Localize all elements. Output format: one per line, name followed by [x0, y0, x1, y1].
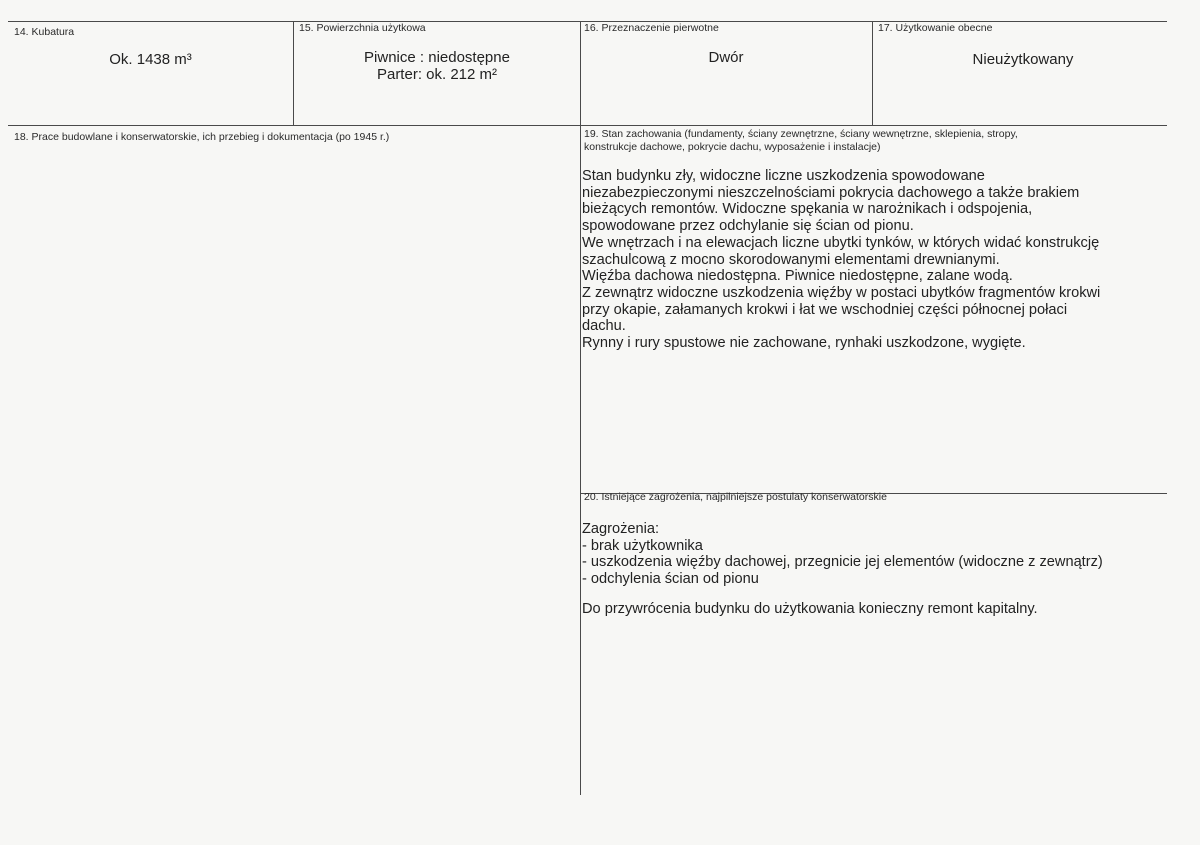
- row-divider: [8, 125, 1167, 126]
- text-line: bieżących remontów. Widoczne spękania w narożnikach i odspojenia,: [582, 201, 1033, 218]
- threat-item: - brak użytkownika: [582, 537, 703, 554]
- field-20-text: [582, 521, 1103, 618]
- field-15-value: [296, 49, 578, 83]
- text-line: szachulcową z mocno skorodowanymi elementami drewnianymi.: [582, 251, 1000, 268]
- threats-heading: Zagrożenia:: [582, 521, 660, 537]
- field-19-text: [582, 168, 1100, 352]
- field-17-label: 17. Użytkowanie obecne: [878, 22, 993, 34]
- field-16-value: Dwór: [708, 49, 744, 66]
- threat-item: - uszkodzenia więźby dachowej, przegnicie jej elementów (widoczne z zewnątrz): [582, 554, 1103, 571]
- field-18-label: 18. Prace budowlane i konserwatorskie, ich przebieg i dokumentacja (po 1945 r.): [14, 131, 390, 143]
- field-19-label-line2: konstrukcje dachowe, pokrycie dachu, wyposażenie i instalacje): [584, 141, 881, 153]
- col-divider-3: [872, 21, 873, 125]
- field-16-label: 16. Przeznaczenie pierwotne: [584, 22, 719, 34]
- col-divider-1: [293, 21, 294, 125]
- field-17-value: Nieużytkowany: [972, 51, 1074, 68]
- col-divider-main: [580, 21, 581, 795]
- text-line: przy okapie, załamanych krokwi i łat we wschodniej części północnej połaci: [582, 301, 1068, 318]
- field-19-label-line1: 19. Stan zachowania (fundamenty, ściany zewnętrzne, ściany wewnętrzne, sklepienia, stropy,: [584, 128, 1018, 140]
- text-line: We wnętrzach i na elewacjach liczne ubytki tynków, w których widać konstrukcję: [582, 234, 1100, 251]
- text-line: Z zewnątrz widoczne uszkodzenia więźby w postaci ubytków fragmentów krokwi: [582, 284, 1101, 301]
- text-line: niezabezpieczonymi nieszczelnościami pokrycia dachowego a także brakiem: [582, 184, 1080, 201]
- field-19-label: [584, 128, 1018, 154]
- text-line: spowodowane przez odchylanie się ścian od pionu.: [582, 218, 914, 235]
- field-14-value: Ok. 1438 m³: [109, 51, 192, 68]
- field-15-label: 15. Powierzchnia użytkowa: [299, 22, 426, 34]
- field-15-line2: Parter: ok. 212 m²: [376, 66, 498, 83]
- field-14-label: 14. Kubatura: [14, 26, 75, 38]
- text-line: Więźba dachowa niedostępna. Piwnice niedostępne, zalane wodą.: [582, 268, 1013, 285]
- conclusion-text: Do przywrócenia budynku do użytkowania konieczny remont kapitalny.: [582, 600, 1038, 617]
- text-line: Stan budynku zły, widoczne liczne uszkodzenia spowodowane: [582, 168, 985, 184]
- text-line: dachu.: [582, 318, 626, 335]
- field-15-line1: Piwnice : niedostępne: [364, 49, 510, 66]
- text-line: Rynny i rury spustowe nie zachowane, rynhaki uszkodzone, wygięte.: [582, 335, 1026, 352]
- threat-item: - odchylenia ścian od pionu: [582, 571, 759, 588]
- field-20-label: 20. Istniejące zagrożenia, najpilniejsze postulaty konserwatorskie: [584, 491, 887, 503]
